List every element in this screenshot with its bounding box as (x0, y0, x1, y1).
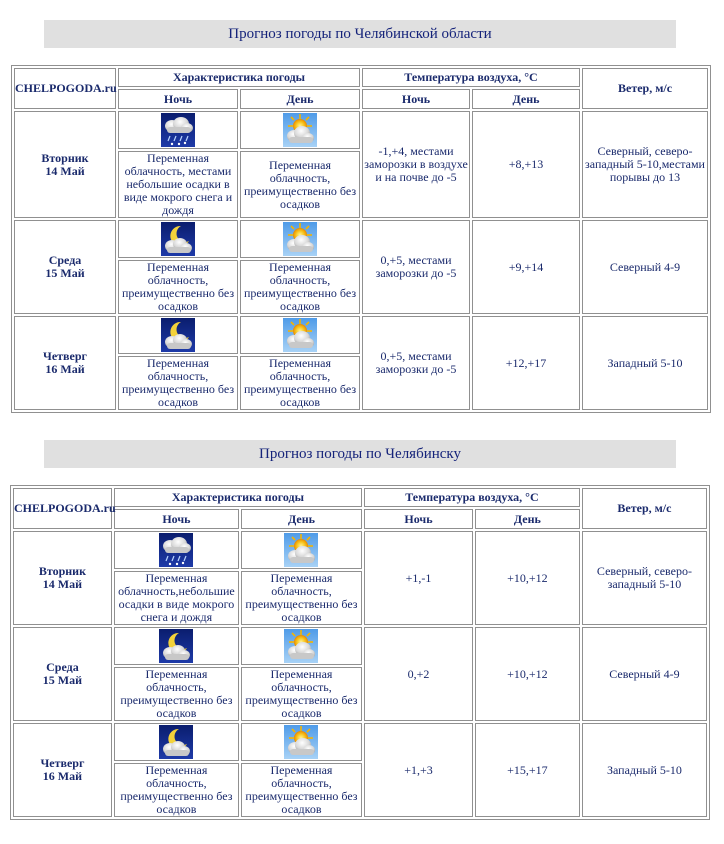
day-cell (13, 723, 112, 817)
day-cell (14, 111, 116, 218)
day-icon-cell (241, 531, 362, 569)
sun-cloud-icon (284, 725, 318, 759)
day-icon-cell (240, 316, 360, 354)
wind: Северный, северо-западный 5-10 (582, 531, 707, 625)
temp-night: +1,-1 (364, 531, 473, 625)
temp-day: +12,+17 (472, 316, 580, 410)
night-icon-cell (114, 531, 239, 569)
moon-cloud-icon (161, 318, 195, 352)
table-row (14, 111, 708, 149)
date: 16 Май (45, 362, 85, 376)
table-row (13, 723, 707, 761)
day-desc: Переменная облачность, преимущественно без осадков (240, 356, 360, 410)
wind: Западный 5-10 (582, 723, 707, 817)
weekday: Вторник (38, 564, 86, 578)
day-desc: Переменная облачность, преимущественно без осадков (240, 260, 360, 314)
day-cell (13, 627, 112, 721)
temp-day-header: День (475, 509, 580, 529)
day-desc: Переменная облачность, преимущественно без осадков (240, 151, 360, 218)
temp-day: +9,+14 (472, 220, 580, 314)
day-desc: Переменная облачность, преимущественно без осадков (241, 763, 362, 817)
night-icon-cell (118, 111, 238, 149)
day-icon-cell (241, 723, 362, 761)
sun-cloud-icon (284, 533, 318, 567)
sun-cloud-icon (283, 222, 317, 256)
wind: Западный 5-10 (582, 316, 708, 410)
city-forecast-title: Прогноз погоды по Челябинску (44, 440, 676, 468)
wind: Северный 4-9 (582, 220, 708, 314)
sun-cloud-icon (283, 318, 317, 352)
weekday: Среда (46, 660, 79, 674)
temp-day-header: День (472, 89, 580, 109)
wind-header: Ветер, м/с (582, 488, 707, 529)
night-desc: Переменная облачность, преимущественно без осадков (114, 667, 239, 721)
moon-cloud-icon (161, 222, 195, 256)
temperature-header: Температура воздуха, °С (362, 68, 580, 87)
night-desc: Переменная облачность, преимущественно без осадков (118, 356, 238, 410)
night-icon-cell (118, 220, 238, 258)
moon-cloud-icon (159, 725, 193, 759)
night-desc: Переменная облачность, местами небольшие осадки в виде мокрого снега и дождя (118, 151, 238, 218)
night-icon-cell (114, 723, 239, 761)
date: 15 Май (42, 673, 83, 687)
day-cell (14, 220, 116, 314)
day-icon-cell (240, 220, 360, 258)
wind: Северный, северо-западный 5-10,местами порывы до 13 (582, 111, 708, 218)
temp-night-header: Ночь (364, 509, 473, 529)
region-forecast-title: Прогноз погоды по Челябинской области (44, 20, 676, 48)
weather-night-header: Ночь (114, 509, 239, 529)
brand-logo: CHELPOGODA.ru (14, 68, 116, 109)
moon-cloud-icon (159, 629, 193, 663)
brand-logo: CHELPOGODA.ru (13, 488, 112, 529)
table-row (14, 220, 708, 258)
temp-night: 0,+5, местами заморозки до -5 (362, 316, 470, 410)
night-icon-cell (114, 627, 239, 665)
weekday: Четверг (43, 349, 87, 363)
temperature-header: Температура воздуха, °С (364, 488, 580, 507)
city-forecast-table (10, 485, 710, 820)
wind-header: Ветер, м/с (582, 68, 708, 109)
temp-day: +10,+12 (475, 531, 580, 625)
day-icon-cell (240, 111, 360, 149)
wind: Северный 4-9 (582, 627, 707, 721)
weekday: Четверг (40, 756, 85, 770)
temp-day: +15,+17 (475, 723, 580, 817)
weather-header: Характеристика погоды (118, 68, 360, 87)
date: 14 Май (42, 577, 83, 591)
temp-night: 0,+2 (364, 627, 473, 721)
weather-day-header: День (240, 89, 360, 109)
temp-night: -1,+4, местами заморозки в воздухе и на почве до -5 (362, 111, 470, 218)
night-desc: Переменная облачность, преимущественно без осадков (114, 763, 239, 817)
night-rain-snow-icon (161, 113, 195, 147)
day-cell (13, 531, 112, 625)
weather-day-header: День (241, 509, 362, 529)
weather-header: Характеристика погоды (114, 488, 362, 507)
sun-cloud-icon (283, 113, 317, 147)
temp-day: +10,+12 (475, 627, 580, 721)
date: 15 Май (45, 266, 85, 280)
weather-night-header: Ночь (118, 89, 238, 109)
night-desc: Переменная облачность, преимущественно без осадков (118, 260, 238, 314)
region-forecast-table (11, 65, 711, 413)
table-row (14, 316, 708, 354)
day-icon-cell (241, 627, 362, 665)
date: 16 Май (42, 769, 83, 783)
sun-cloud-icon (284, 629, 318, 663)
night-rain-snow-icon (159, 533, 193, 567)
weekday: Среда (48, 253, 82, 267)
temp-night-header: Ночь (362, 89, 470, 109)
day-desc: Переменная облачность, преимущественно без осадков (241, 571, 362, 625)
day-desc: Переменная облачность, преимущественно без осадков (241, 667, 362, 721)
night-desc: Переменная облачность,небольшие осадки в виде мокрого снега и дождя (114, 571, 239, 625)
temp-night: 0,+5, местами заморозки до -5 (362, 220, 470, 314)
weekday: Вторник (41, 150, 89, 165)
temp-night: +1,+3 (364, 723, 473, 817)
table-row (13, 531, 707, 569)
table-row (13, 627, 707, 665)
night-icon-cell (118, 316, 238, 354)
date: 14 Май (45, 163, 85, 178)
day-cell (14, 316, 116, 410)
temp-day: +8,+13 (472, 111, 580, 218)
